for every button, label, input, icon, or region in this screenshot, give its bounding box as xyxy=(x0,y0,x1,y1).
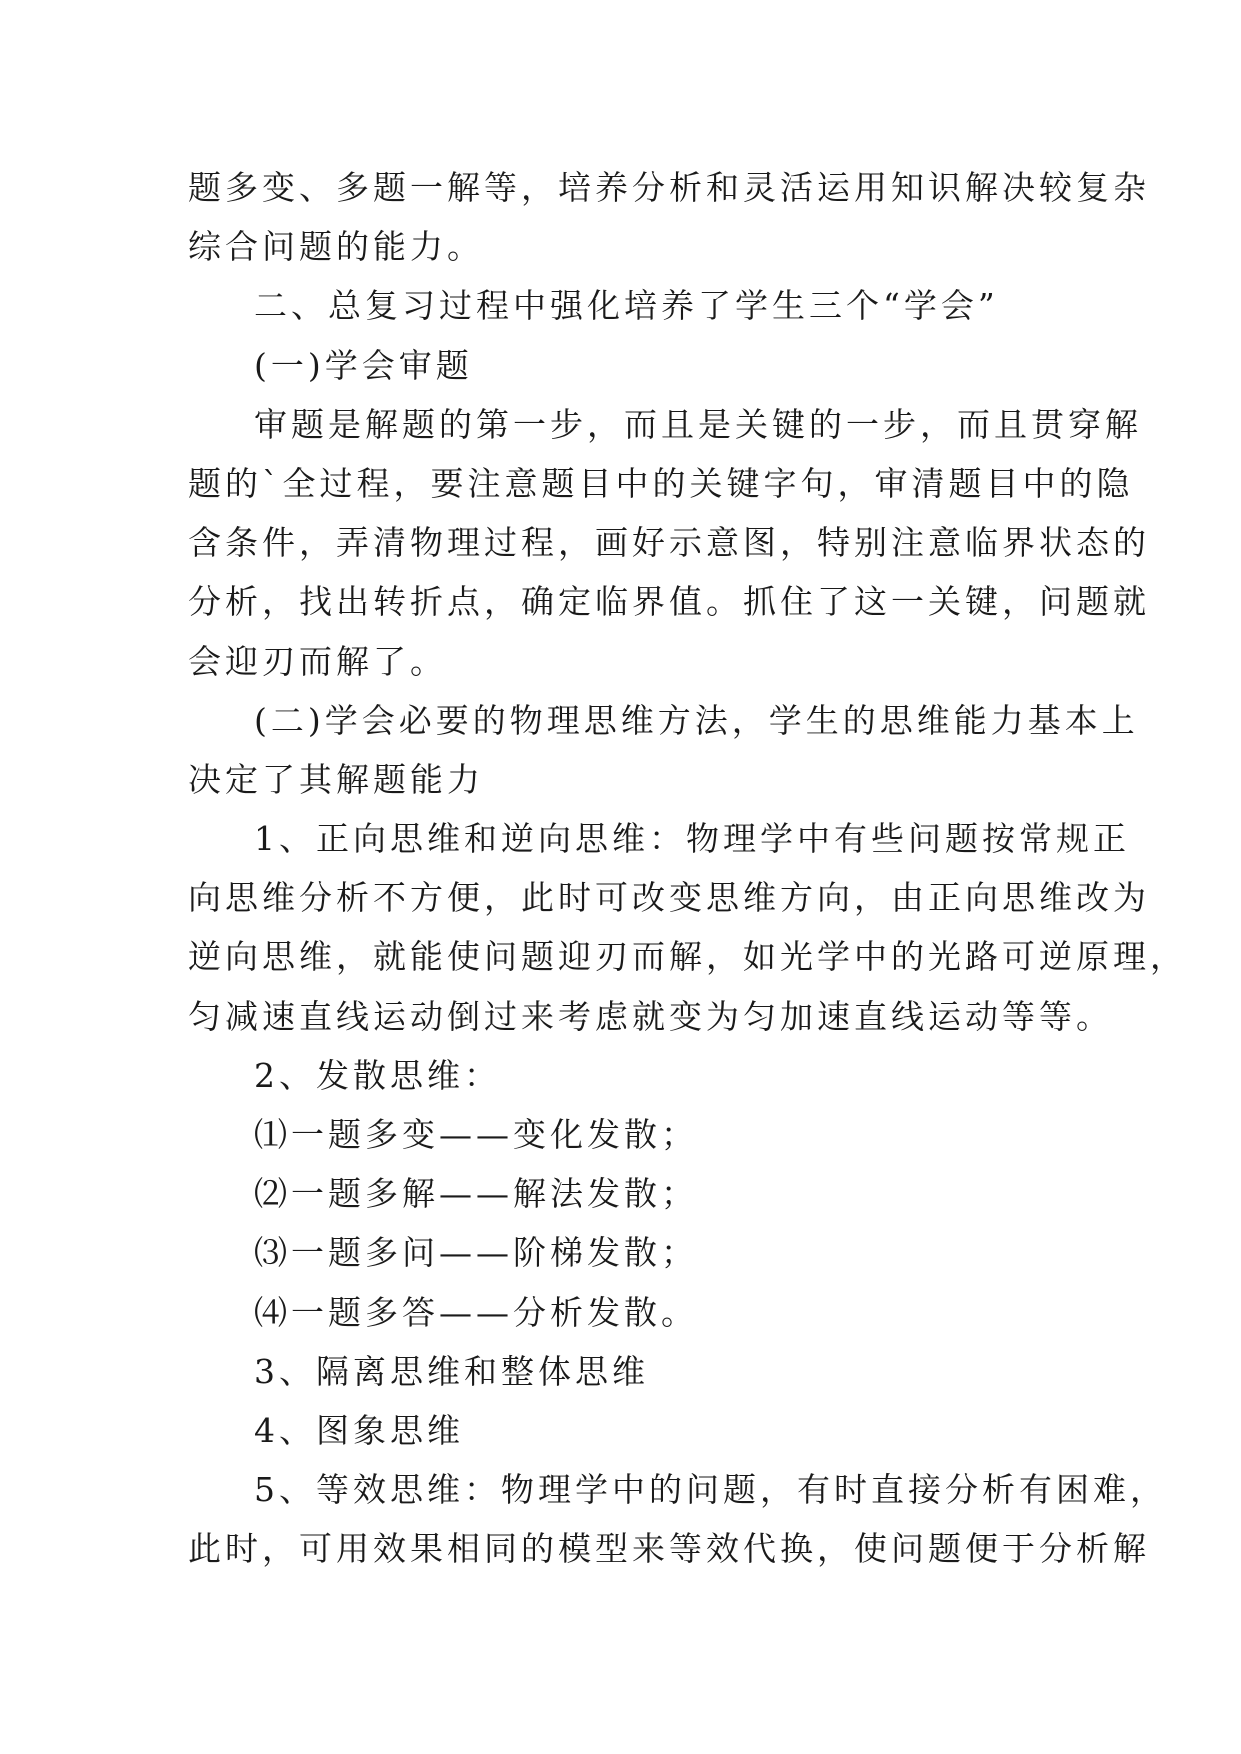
document-body xyxy=(188,158,1187,1579)
list-item: ⑴一题多变——变化发散； xyxy=(254,1115,698,1154)
text-line: 审题是解题的第一步，而且是关键的一步，而且贯穿解 xyxy=(254,404,1142,444)
subsection-heading: (一)学会审题 xyxy=(254,345,473,385)
list-item: ⑷一题多答——分析发散。 xyxy=(254,1292,698,1332)
list-item: 3、隔离思维和整体思维 xyxy=(254,1351,649,1391)
list-item: 2、发散思维： xyxy=(254,1055,501,1095)
text-line: 题多变、多题一解等，培养分析和灵活运用知识解决较复杂 xyxy=(188,168,1150,207)
text-line: 逆向思维，就能使问题迎刃而解，如光学中的光路可逆原理， xyxy=(188,937,1187,977)
text-line: 匀减速直线运动倒过来考虑就变为匀加速直线运动等等。 xyxy=(188,996,1113,1036)
text-line: 会迎刃而解了。 xyxy=(188,641,447,681)
text-line: 此时，可用效果相同的模型来等效代换，使问题便于分析解 xyxy=(188,1529,1150,1569)
list-item: ⑵一题多解——解法发散； xyxy=(254,1174,698,1214)
text-line: 分析，找出转折点，确定临界值。抓住了这一关键，问题就 xyxy=(188,582,1150,622)
list-item: 4、图象思维 xyxy=(254,1410,464,1450)
text-line: 决定了其解题能力 xyxy=(188,759,484,799)
text-line: 综合问题的能力。 xyxy=(188,227,484,267)
list-item: 1、正向思维和逆向思维：物理学中有些问题按常规正 xyxy=(254,819,1130,859)
list-item: ⑶一题多问——阶梯发散； xyxy=(254,1233,698,1273)
list-item: 5、等效思维：物理学中的问题，有时直接分析有困难， xyxy=(254,1470,1167,1510)
text-line: 向思维分析不方便，此时可改变思维方向，由正向思维改为 xyxy=(188,878,1150,918)
text-line: 题的`全过程，要注意题目中的关键字句，审清题目中的隐 xyxy=(188,463,1134,503)
section-heading: 二、总复习过程中强化培养了学生三个“学会” xyxy=(254,286,999,326)
text-line: 含条件，弄清物理过程，画好示意图，特别注意临界状态的 xyxy=(188,523,1150,563)
subsection-heading: (二)学会必要的物理思维方法，学生的思维能力基本上 xyxy=(254,700,1139,740)
